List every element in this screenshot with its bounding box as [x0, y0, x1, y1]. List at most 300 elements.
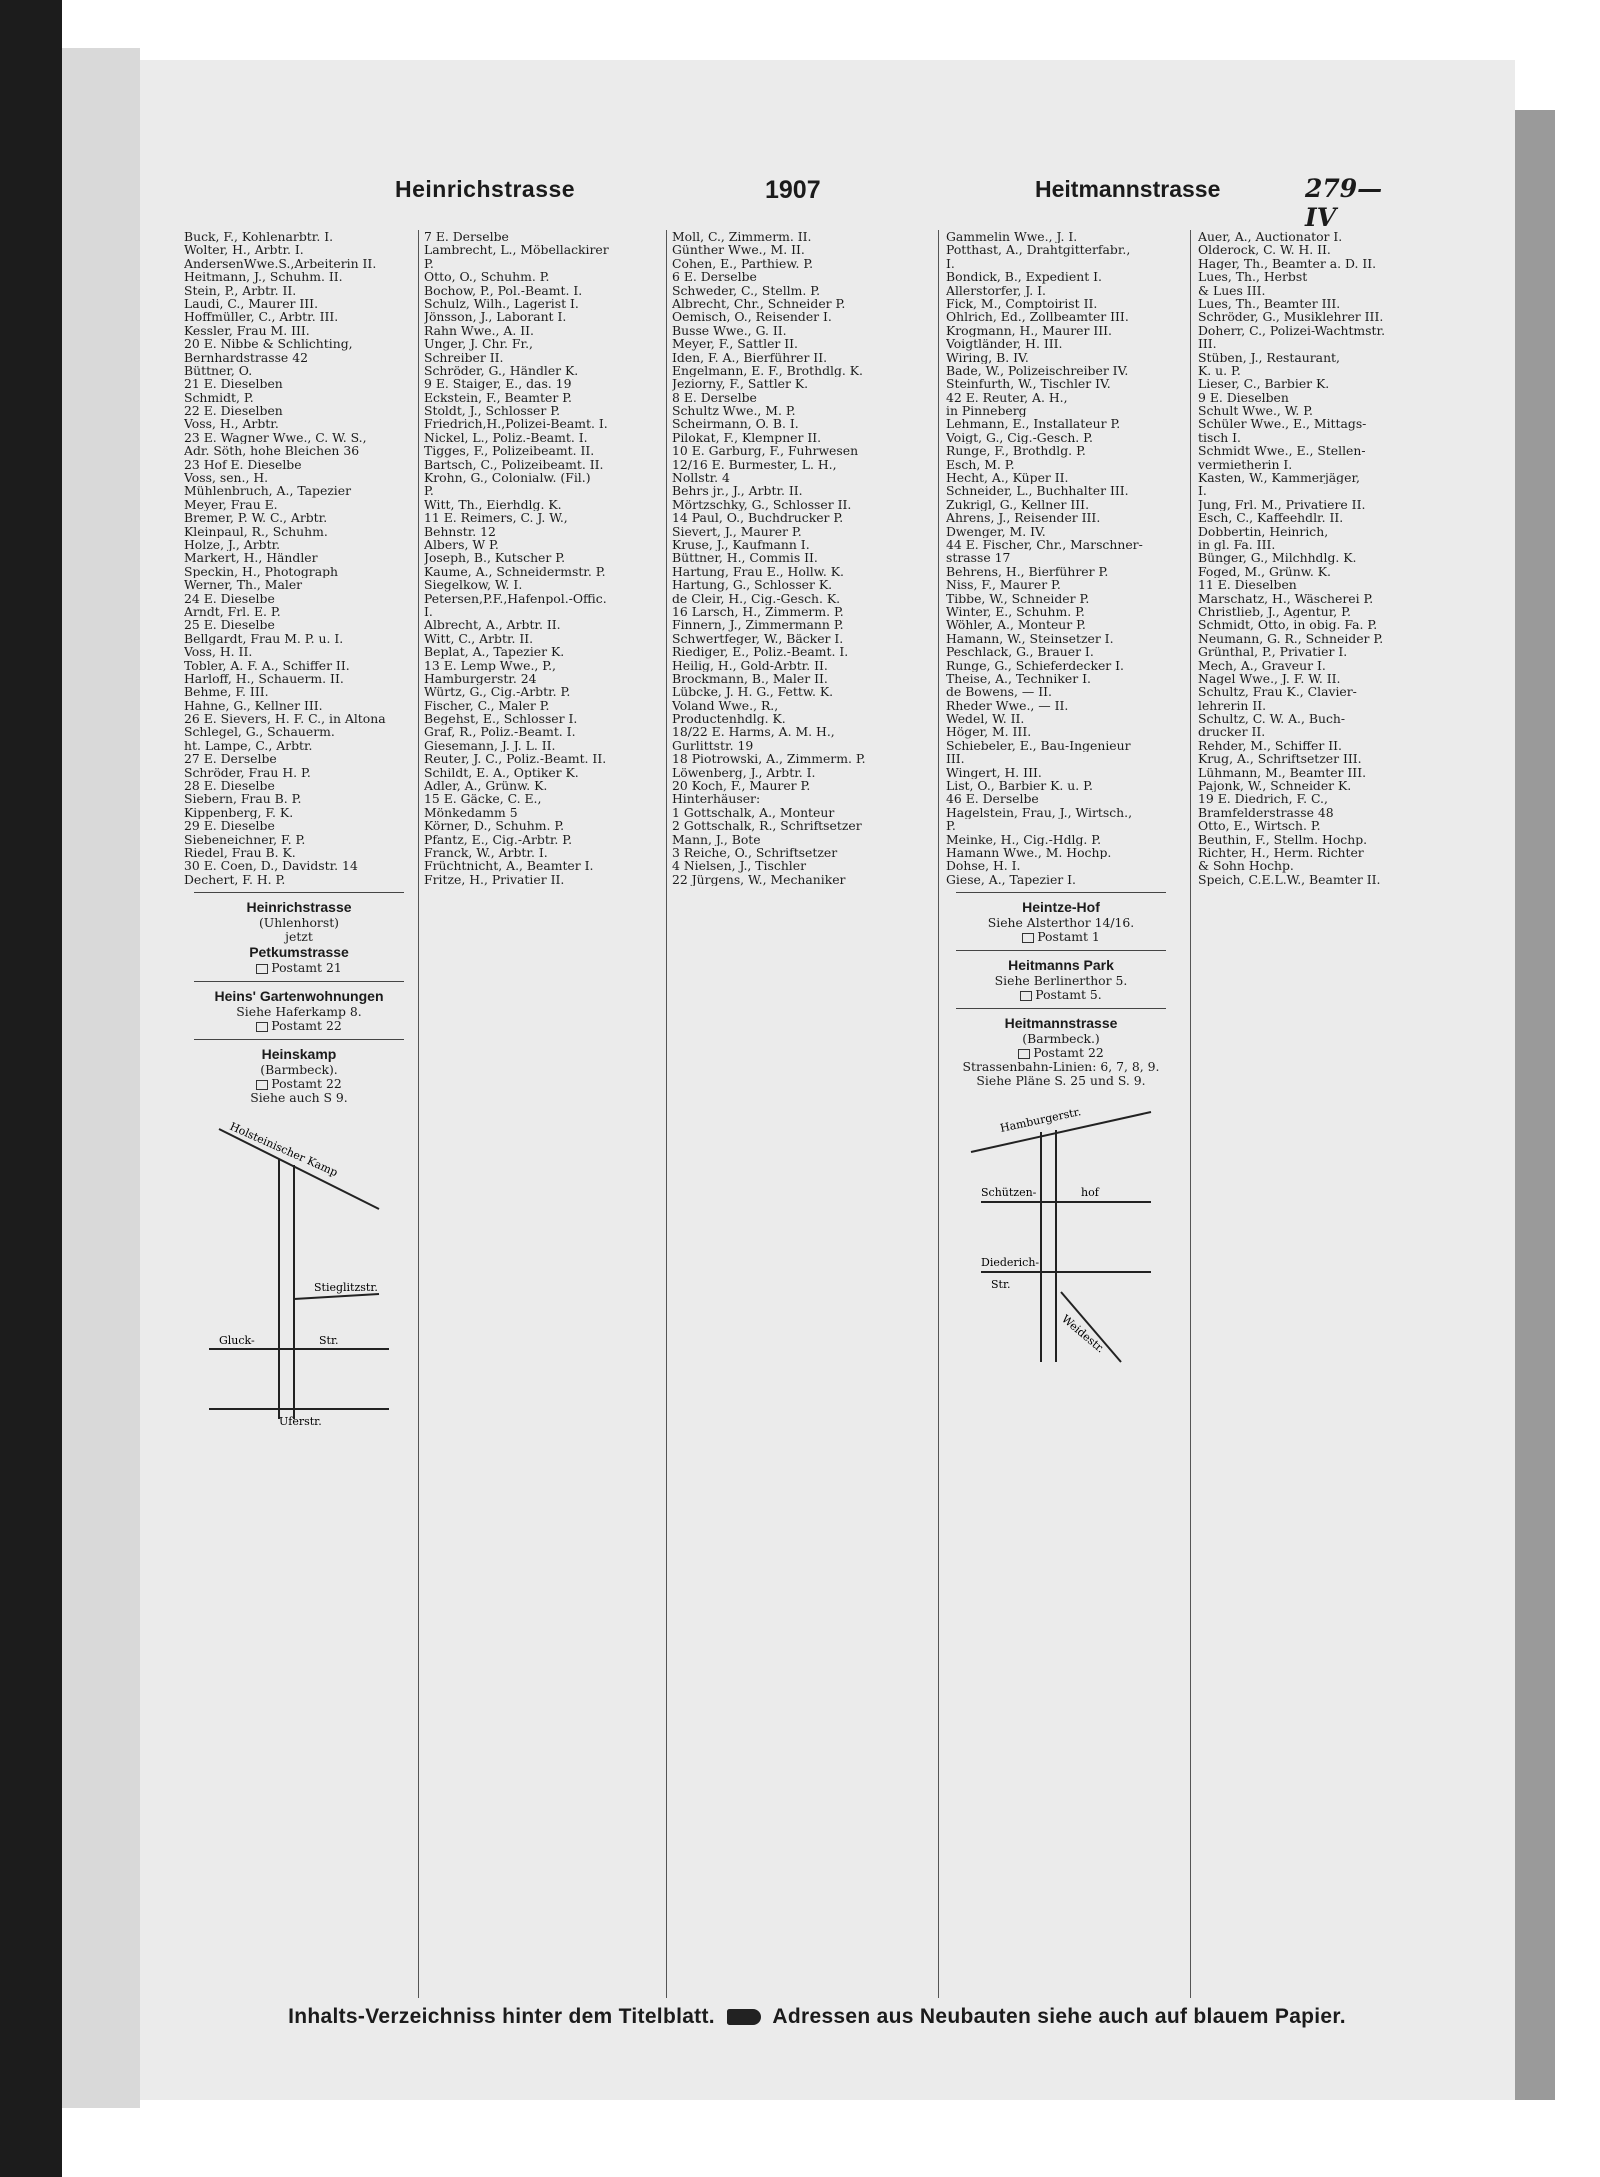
- envelope-icon: [256, 1022, 268, 1032]
- directory-entry: Friedrich,H.,Polizei-Beamt. I.: [424, 417, 608, 431]
- directory-entry: 10 E. Garburg, F., Fuhrwesen: [672, 444, 859, 458]
- directory-entry: 3 Reiche, O., Schriftsetzer: [672, 845, 838, 860]
- directory-entry: Witt, Th., Eierhdlg. K.: [424, 497, 562, 512]
- column-2-lines: [424, 230, 654, 886]
- directory-entry: Meyer, Frau E.: [184, 497, 278, 512]
- directory-entry: 29 E. Dieselbe: [184, 819, 275, 833]
- directory-entry: Christlieb, J., Agentur, P.: [1198, 604, 1351, 619]
- directory-entry: Werner, Th., Maler: [184, 578, 303, 592]
- directory-entry: vermietherin I.: [1198, 457, 1293, 472]
- directory-entry: Kleinpaul, R., Schuhm.: [184, 524, 328, 538]
- map-label: Stieglitzstr.: [314, 1281, 378, 1295]
- postamt-text: Postamt 22: [271, 1076, 342, 1092]
- directory-entry: Hamann Wwe., M. Hochp.: [946, 845, 1112, 860]
- directory-entry: Schwertfeger, W., Bäcker I.: [672, 631, 844, 646]
- directory-entry: 4 Nielsen, J., Tischler: [672, 859, 807, 873]
- directory-entry: 28 E. Dieselbe: [184, 779, 275, 793]
- directory-entry: Pajonk, W., Schneider K.: [1198, 779, 1352, 793]
- directory-entry: Schmidt, Otto, in obig. Fa. P.: [1198, 618, 1378, 632]
- directory-entry: Winter, E., Schuhm. P.: [946, 604, 1085, 619]
- divider: [194, 1039, 404, 1040]
- column-rule: [1190, 230, 1191, 1998]
- directory-entry: Dobbertin, Heinrich,: [1198, 524, 1329, 538]
- directory-entry: Behrs jr., J., Arbtr. II.: [672, 484, 803, 498]
- directory-entry: Hoffmüller, C., Arbtr. III.: [184, 310, 339, 324]
- box-subtitle: (Barmbeck.): [1022, 1031, 1100, 1047]
- directory-entry: Nickel, L., Poliz.-Beamt. I.: [424, 430, 588, 445]
- street-map-heitmannstrasse: [961, 1092, 1161, 1372]
- directory-entry: Harloff, H., Schauerm. II.: [184, 671, 344, 686]
- directory-entry: Gammelin Wwe., J. I.: [946, 230, 1078, 244]
- directory-entry: Schiebeler, E., Bau-Ingenieur: [946, 738, 1131, 753]
- directory-entry: Lühmann, M., Beamter III.: [1198, 765, 1367, 780]
- directory-entry: Schlegel, G., Schauerm.: [184, 725, 335, 739]
- directory-entry: Büttner, O.: [184, 363, 253, 378]
- directory-entry: Löwenberg, J., Arbtr. I.: [672, 765, 816, 780]
- directory-entry: P.: [946, 819, 956, 833]
- directory-entry: Stein, P., Arbtr. II.: [184, 283, 297, 297]
- directory-entry: Runge, G., Schieferdecker I.: [946, 658, 1124, 672]
- pointing-hand-icon: [727, 2009, 761, 2025]
- page-number: 279—IV: [1305, 174, 1383, 232]
- directory-entry: 26 E. Sievers, H. F. C., in Altona: [184, 712, 386, 726]
- map-label: Schützen-: [981, 1186, 1037, 1200]
- directory-entry: Voss, H., Arbtr.: [184, 417, 279, 431]
- directory-entry: Richter, H., Herm. Richter: [1198, 845, 1364, 860]
- box-title: Heitmanns Park: [1008, 957, 1114, 974]
- directory-entry: List, O., Barbier K. u. P.: [946, 779, 1093, 793]
- directory-entry: Iden, F. A., Bierführer II.: [672, 350, 828, 364]
- column-3: [672, 230, 902, 2000]
- directory-entry: Auer, A., Auctionator I.: [1198, 230, 1343, 244]
- directory-entry: Speich, C.E.L.W., Beamter II.: [1198, 872, 1381, 887]
- directory-entry: Wiring, B. IV.: [946, 350, 1029, 364]
- directory-entry: Bellgardt, Frau M. P. u. I.: [184, 631, 344, 646]
- postamt-text: Postamt 1: [1037, 929, 1100, 945]
- directory-entry: Stüben, J., Restaurant,: [1198, 350, 1340, 364]
- postamt-line: [946, 1046, 1176, 1060]
- page-header: [180, 174, 1410, 232]
- directory-entry: Schulz, Wilh., Lagerist I.: [424, 296, 579, 311]
- directory-entry: Rahn Wwe., A. II.: [424, 323, 534, 338]
- directory-entry: Schultz Wwe., M. P.: [672, 404, 796, 418]
- directory-entry: & Lues III.: [1198, 283, 1266, 297]
- map-label: Uferstr.: [279, 1415, 322, 1429]
- directory-entry: Olderock, C. W. H. II.: [1198, 243, 1331, 257]
- box-subtitle: Siehe Alsterthor 14/16.: [987, 915, 1135, 931]
- directory-entry: Allerstorfer, J. I.: [946, 283, 1046, 297]
- divider: [956, 892, 1166, 893]
- directory-entry: Krogmann, H., Maurer III.: [946, 323, 1112, 338]
- directory-entry: Mörtzschky, G., Schlosser II.: [672, 497, 852, 512]
- directory-entry: 20 Koch, F., Maurer P.: [672, 779, 811, 793]
- directory-entry: Graf, R., Poliz.-Beamt. I.: [424, 725, 576, 739]
- directory-entry: 1 Gottschalk, A., Monteur: [672, 805, 835, 820]
- directory-entry: 6 E. Derselbe: [672, 270, 757, 284]
- column-5: [1198, 230, 1428, 2000]
- directory-entry: Ahrens, J., Reisender III.: [946, 511, 1101, 525]
- directory-entry: Beplat, A., Tapezier K.: [424, 645, 565, 659]
- directory-entry: Kasten, W., Kammerjäger,: [1198, 471, 1360, 485]
- directory-entry: Würtz, G., Cig.-Arbtr. P.: [424, 685, 571, 699]
- directory-entry: Oemisch, O., Reisender I.: [672, 310, 832, 324]
- directory-entry: Höger, M. III.: [946, 725, 1032, 739]
- directory-entry: Beuthin, F., Stellm. Hochp.: [1198, 832, 1368, 846]
- directory-entry: Schröder, G., Händler K.: [424, 363, 579, 378]
- directory-entry: Behme, F. III.: [184, 685, 269, 699]
- box-title: Heinrichstrasse: [246, 899, 352, 916]
- directory-entry: Speckin, H., Photograph: [184, 564, 339, 579]
- directory-entry: Günther Wwe., M. II.: [672, 243, 805, 257]
- directory-entry: Wöhler, A., Monteur P.: [946, 618, 1086, 632]
- directory-entry: Lieser, C., Barbier K.: [1198, 377, 1330, 391]
- envelope-icon: [1022, 933, 1034, 943]
- directory-entry: 30 E. Coen, D., Davidstr. 14: [184, 859, 358, 873]
- directory-entry: 16 Larsch, H., Zimmerm. P.: [672, 604, 844, 619]
- directory-entry: Moll, C., Zimmerm. II.: [672, 230, 812, 244]
- map-label: Holsteinischer Kamp: [227, 1120, 340, 1180]
- directory-entry: 23 Hof E. Dieselbe: [184, 457, 302, 472]
- column-rule: [418, 230, 419, 1998]
- directory-entry: Riedel, Frau B. K.: [184, 845, 296, 860]
- box-subtitle: Siehe Pläne S. 25 und S. 9.: [976, 1073, 1146, 1089]
- directory-entry: I.: [424, 604, 433, 619]
- directory-entry: Kruse, J., Kaufmann I.: [672, 537, 810, 552]
- directory-entry: in Pinneberg: [946, 404, 1027, 418]
- directory-entry: Dechert, F. H. P.: [184, 872, 286, 887]
- directory-entry: drucker II.: [1198, 725, 1266, 739]
- directory-entry: Ohlrich, Ed., Zollbeamter III.: [946, 310, 1129, 324]
- directory-entry: Hecht, A., Küper II.: [946, 471, 1069, 485]
- box-subtitle: Siehe Berlinerthor 5.: [994, 973, 1128, 989]
- page-edge-shadow: [1515, 110, 1555, 2100]
- postamt-text: Postamt 21: [271, 960, 342, 976]
- directory-entry: Bochow, P., Pol.-Beamt. I.: [424, 283, 583, 297]
- directory-entry: Bramfelderstrasse 48: [1198, 805, 1334, 820]
- directory-entry: Schildt, E. A., Optiker K.: [424, 765, 579, 780]
- directory-entry: Fick, M., Comptoirist II.: [946, 296, 1098, 311]
- directory-entry: Meyer, F., Sattler II.: [672, 337, 798, 351]
- directory-entry: Laudi, C., Maurer III.: [184, 296, 319, 311]
- directory-entry: Körner, D., Schuhm. P.: [424, 819, 565, 833]
- page-footer: [242, 2005, 1392, 2029]
- column-5-lines: [1198, 230, 1428, 886]
- directory-entry: Peschlack, G., Brauer I.: [946, 645, 1094, 659]
- directory-entry: Stoldt, J., Schlosser P.: [424, 404, 561, 418]
- directory-entry: Mönkedamm 5: [424, 805, 518, 820]
- directory-entry: Marschatz, H., Wäscherei P.: [1198, 591, 1374, 605]
- directory-entry: Rehder, M., Schiffer II.: [1198, 738, 1342, 753]
- map-label: Str.: [319, 1334, 339, 1348]
- directory-entry: Adr. Söth, hohe Bleichen 36: [184, 444, 360, 458]
- scan-edge: [0, 0, 62, 2177]
- directory-entry: Voigt, G., Cig.-Gesch. P.: [946, 430, 1093, 445]
- directory-entry: Hartung, G., Schlosser K.: [672, 578, 833, 592]
- map-label: hof: [1081, 1186, 1099, 1200]
- directory-entry: Dwenger, M. IV.: [946, 524, 1046, 538]
- directory-entry: 23 E. Wagner Wwe., C. W. S.,: [184, 430, 367, 445]
- footer-left-text: Inhalts-Verzeichniss hinter dem Titelblatt.: [288, 2005, 715, 2028]
- directory-entry: Schüler Wwe., E., Mittags-: [1198, 417, 1367, 431]
- directory-entry: 11 E. Dieselben: [1198, 578, 1297, 592]
- directory-entry: Schultz, C. W. A., Buch-: [1198, 712, 1346, 726]
- directory-entry: Lübcke, J. H. G., Fettw. K.: [672, 685, 834, 699]
- street-map-heinskamp: [199, 1109, 399, 1429]
- directory-entry: Lambrecht, L., Möbellackirer: [424, 243, 609, 257]
- box-title: Heitmannstrasse: [1004, 1015, 1118, 1032]
- directory-entry: Pfantz, E., Cig.-Arbtr. P.: [424, 832, 573, 846]
- postamt-text: Postamt 5.: [1035, 987, 1102, 1003]
- postamt-line: [946, 988, 1176, 1002]
- directory-entry: Jung, Frl. M., Privatiere II.: [1198, 497, 1366, 512]
- directory-entry: Heilig, H., Gold-Arbtr. II.: [672, 658, 828, 672]
- directory-entry: 18/22 E. Harms, A. M. H.,: [672, 725, 835, 739]
- box-subtitle: Siehe Haferkamp 8.: [236, 1004, 362, 1020]
- divider: [956, 1008, 1166, 1009]
- directory-entry: Theise, A., Techniker I.: [946, 671, 1091, 686]
- directory-entry: P.: [424, 484, 434, 498]
- box-title: Heintze-Hof: [1022, 899, 1100, 916]
- directory-entry: Wingert, H. III.: [946, 765, 1042, 780]
- directory-entry: Engelmann, E. F., Brothdlg. K.: [672, 363, 863, 378]
- directory-entry: AndersenWwe.S.,Arbeiterin II.: [184, 256, 377, 271]
- directory-entry: Runge, F., Brothdlg. P.: [946, 444, 1086, 458]
- directory-entry: 27 E. Derselbe: [184, 752, 277, 766]
- directory-entry: Schmidt Wwe., E., Stellen-: [1198, 444, 1366, 458]
- directory-entry: Behrens, H., Bierführer P.: [946, 564, 1109, 579]
- directory-entry: Albrecht, A., Arbtr. II.: [424, 618, 561, 632]
- header-left-street: Heinrichstrasse: [395, 176, 576, 202]
- column-rule: [666, 230, 667, 1998]
- envelope-icon: [1020, 991, 1032, 1001]
- directory-entry: Albers, W P.: [424, 537, 499, 552]
- directory-entry: Voigtländer, H. III.: [946, 337, 1063, 351]
- directory-entry: tisch I.: [1198, 430, 1241, 445]
- directory-entry: Arndt, Frl. E. P.: [184, 604, 281, 619]
- directory-entry: Productenhdlg. K.: [672, 712, 786, 726]
- directory-entry: Holze, J., Arbtr.: [184, 537, 281, 552]
- directory-entry: Scheirmann, O. B. I.: [672, 417, 799, 431]
- directory-entry: III.: [1198, 337, 1217, 351]
- map-label: Gluck-: [219, 1334, 255, 1348]
- directory-entry: 2 Gottschalk, R., Schriftsetzer: [672, 819, 862, 833]
- directory-entry: Tibbe, W., Schneider P.: [946, 591, 1090, 605]
- directory-entry: Gurlittstr. 19: [672, 738, 754, 753]
- divider: [956, 950, 1166, 951]
- directory-entry: Cohen, E., Parthiew. P.: [672, 256, 814, 271]
- directory-entry: Grünthal, P., Privatier I.: [1198, 645, 1348, 659]
- directory-entry: Hinterhäuser:: [672, 792, 761, 806]
- directory-entry: Tobler, A. F. A., Schiffer II.: [184, 658, 350, 672]
- directory-entry: 21 E. Dieselben: [184, 377, 283, 391]
- directory-entry: Fischer, C., Maler P.: [424, 698, 550, 713]
- directory-entry: Rheder Wwe., — II.: [946, 698, 1069, 713]
- column-1-lines: [184, 230, 414, 886]
- directory-entry: Otto, E., Wirtsch. P.: [1198, 819, 1321, 833]
- postamt-text: Postamt 22: [271, 1018, 342, 1034]
- directory-entry: Voland Wwe., R.,: [672, 698, 779, 713]
- directory-entry: Schreiber II.: [424, 350, 504, 364]
- directory-entry: Otto, O., Schuhm. P.: [424, 270, 550, 284]
- map-label: Str.: [991, 1278, 1011, 1292]
- directory-entry: 11 E. Reimers, C. J. W.,: [424, 511, 568, 525]
- previous-page-strip: [62, 48, 140, 2108]
- directory-entry: Schweder, C., Stellm. P.: [672, 283, 821, 297]
- envelope-icon: [1018, 1049, 1030, 1059]
- directory-entry: Schult Wwe., W. P.: [1198, 404, 1313, 418]
- directory-entry: Nollstr. 4: [672, 471, 730, 485]
- envelope-icon: [256, 964, 268, 974]
- directory-entry: Lehmann, E., Installateur P.: [946, 417, 1121, 431]
- directory-entry: Schmidt, P.: [184, 390, 254, 405]
- directory-entry: Fritze, H., Privatier II.: [424, 872, 565, 887]
- directory-entry: Krohn, G., Colonialw. (Fil.): [424, 471, 591, 485]
- directory-entry: Jönsson, J., Laborant I.: [424, 310, 567, 324]
- directory-entry: K. u. P.: [1198, 363, 1241, 378]
- directory-entry: Bernhardstrasse 42: [184, 350, 308, 364]
- directory-entry: Albrecht, Chr., Schneider P.: [672, 296, 846, 311]
- directory-entry: I.: [1198, 484, 1207, 498]
- directory-entry: Siebeneichner, F. P.: [184, 832, 306, 846]
- directory-entry: Früchtnicht, A., Beamter I.: [424, 859, 594, 873]
- directory-entry: Wedel, W. II.: [946, 712, 1025, 726]
- directory-entry: 9 E. Staiger, E., das. 19: [424, 377, 572, 391]
- directory-entry: P.: [424, 256, 434, 271]
- divider: [194, 892, 404, 893]
- directory-entry: Esch, M. P.: [946, 457, 1015, 472]
- directory-entry: Unger, J. Chr. Fr.,: [424, 337, 533, 351]
- directory-entry: Giese, A., Tapezier I.: [946, 872, 1076, 887]
- directory-entry: Franck, W., Arbtr. I.: [424, 845, 548, 860]
- box-subtitle: (Barmbeck).: [260, 1062, 338, 1078]
- directory-entry: Neumann, G. R., Schneider P.: [1198, 631, 1384, 646]
- envelope-icon: [256, 1080, 268, 1090]
- directory-entry: Hager, Th., Beamter a. D. II.: [1198, 256, 1377, 271]
- directory-entry: Dohse, H. I.: [946, 859, 1021, 873]
- directory-entry: 13 E. Lemp Wwe., P.,: [424, 658, 556, 672]
- divider: [194, 981, 404, 982]
- directory-entry: Steinfurth, W., Tischler IV.: [946, 377, 1111, 391]
- directory-entry: & Sohn Hochp.: [1198, 859, 1294, 873]
- directory-entry: Lues, Th., Herbst: [1198, 270, 1308, 284]
- directory-entry: 22 E. Dieselben: [184, 404, 283, 418]
- column-4: [946, 230, 1176, 2000]
- directory-entry: 18 Piotrowski, A., Zimmerm. P.: [672, 752, 866, 766]
- directory-entry: Krug, A., Schriftsetzer III.: [1198, 752, 1362, 766]
- directory-entry: de Bowens, — II.: [946, 685, 1052, 699]
- directory-entry: 44 E. Fischer, Chr., Marschner-: [946, 537, 1143, 552]
- directory-entry: Bondick, B., Expedient I.: [946, 270, 1102, 284]
- directory-entry: Kaume, A., Schneidermstr. P.: [424, 564, 606, 579]
- directory-entry: Siegelkow, W. I.: [424, 578, 523, 592]
- box-title: Heinskamp: [261, 1046, 337, 1063]
- directory-entry: 42 E. Reuter, A. H.,: [946, 390, 1068, 405]
- directory-entry: Büttner, H., Commis II.: [672, 551, 818, 565]
- box-subtitle: Strassenbahn-Linien: 6, 7, 8, 9.: [962, 1059, 1160, 1075]
- directory-entry: Riediger, E., Poliz.-Beamt. I.: [672, 645, 849, 659]
- directory-entry: Schultz, Frau K., Clavier-: [1198, 685, 1357, 699]
- directory-entry: Bartsch, C., Polizeibeamt. II.: [424, 457, 604, 472]
- directory-entry: Schröder, Frau H. P.: [184, 765, 311, 780]
- postamt-text: Postamt 22: [1033, 1045, 1104, 1061]
- directory-entry: strasse 17: [946, 551, 1011, 565]
- directory-entry: Zukrigl, G., Kellner III.: [946, 497, 1090, 512]
- directory-entry: Nagel Wwe., J. F. W. II.: [1198, 671, 1341, 686]
- footer-right-text: Adressen aus Neubauten siehe auch auf blauem Papier.: [772, 2005, 1346, 2028]
- directory-entry: Behnstr. 12: [424, 524, 496, 538]
- column-4-lines: [946, 230, 1176, 886]
- directory-entry: Wolter, H., Arbtr. I.: [184, 243, 304, 257]
- directory-entry: Doherr, C., Polizei-Wachtmstr.: [1198, 323, 1386, 338]
- directory-entry: 8 E. Derselbe: [672, 390, 757, 405]
- directory-entry: 24 E. Dieselbe: [184, 591, 275, 605]
- directory-entry: Heitmann, J., Schuhm. II.: [184, 270, 343, 284]
- directory-entry: Hahne, G., Kellner III.: [184, 698, 323, 713]
- directory-entry: Hamburgerstr. 24: [424, 671, 537, 686]
- directory-entry: Finnern, J., Zimmermann P.: [672, 618, 844, 632]
- postamt-line: [184, 1077, 414, 1091]
- directory-entry: Lues, Th., Beamter III.: [1198, 296, 1341, 311]
- header-year: 1907: [765, 176, 821, 204]
- directory-entry: Petersen,P.F.,Hafenpol.-Offic.: [424, 591, 607, 605]
- directory-entry: Meinke, H., Cig.-Hdlg. P.: [946, 832, 1102, 846]
- directory-entry: Bünger, G., Milchhdlg. K.: [1198, 551, 1357, 565]
- directory-entry: Bremer, P. W. C., Arbtr.: [184, 511, 328, 525]
- postamt-line: [184, 961, 414, 975]
- directory-entry: 14 Paul, O., Buchdrucker P.: [672, 511, 844, 525]
- directory-entry: 46 E. Derselbe: [946, 792, 1039, 806]
- directory-entry: Tigges, F., Polizeibeamt. II.: [424, 444, 595, 458]
- header-right-street: Heitmannstrasse: [1035, 176, 1221, 202]
- directory-entry: de Cleir, H., Cig.-Gesch. K.: [672, 591, 841, 605]
- postamt-line: [184, 1019, 414, 1033]
- directory-entry: Bade, W., Polizeischreiber IV.: [946, 363, 1129, 378]
- directory-entry: Begehst, E., Schlosser I.: [424, 712, 578, 726]
- directory-entry: Siebern, Frau B. P.: [184, 792, 302, 806]
- directory-entry: Kessler, Frau M. III.: [184, 323, 310, 338]
- directory-entry: Voss, H. II.: [184, 645, 253, 659]
- directory-entry: Hartung, Frau E., Hollw. K.: [672, 564, 844, 579]
- directory-entry: Mann, J., Bote: [672, 832, 761, 846]
- directory-entry: Markert, H., Händler: [184, 551, 318, 565]
- directory-entry: 9 E. Dieselben: [1198, 390, 1289, 405]
- directory-entry: Witt, C., Arbtr. II.: [424, 631, 534, 646]
- map-label: Hamburgerstr.: [998, 1105, 1083, 1136]
- directory-entry: Sievert, J., Maurer P.: [672, 524, 802, 538]
- directory-entry: Schneider, L., Buchhalter III.: [946, 484, 1129, 498]
- directory-entry: Niss, F., Maurer P.: [946, 578, 1061, 592]
- map-label: Weidestr.: [1059, 1312, 1107, 1356]
- directory-entry: ht. Lampe, C., Arbtr.: [184, 738, 313, 753]
- directory-entry: Potthast, A., Drahtgitterfabr.,: [946, 243, 1131, 257]
- directory-entry: 19 E. Diedrich, F. C.,: [1198, 792, 1328, 806]
- column-rule: [938, 230, 939, 1998]
- directory-entry: Jeziorny, F., Sattler K.: [672, 377, 809, 391]
- box-subtitle: Siehe auch S 9.: [250, 1090, 348, 1106]
- directory-entry: in gl. Fa. III.: [1198, 537, 1276, 552]
- directory-entry: Kippenberg, F. K.: [184, 805, 294, 820]
- directory-entry: 7 E. Derselbe: [424, 230, 509, 244]
- box-subtitle: jetzt: [285, 929, 313, 945]
- directory-entry: Mühlenbruch, A., Tapezier: [184, 484, 352, 498]
- box-title: Petkumstrasse: [249, 944, 349, 961]
- directory-entry: Buck, F., Kohlenarbtr. I.: [184, 230, 334, 244]
- directory-entry: Foged, M., Grünw. K.: [1198, 564, 1331, 579]
- column-2: [424, 230, 654, 2000]
- postamt-line: [946, 930, 1176, 944]
- directory-entry: Joseph, B., Kutscher P.: [424, 551, 566, 565]
- directory-entry: Busse Wwe., G. II.: [672, 323, 787, 338]
